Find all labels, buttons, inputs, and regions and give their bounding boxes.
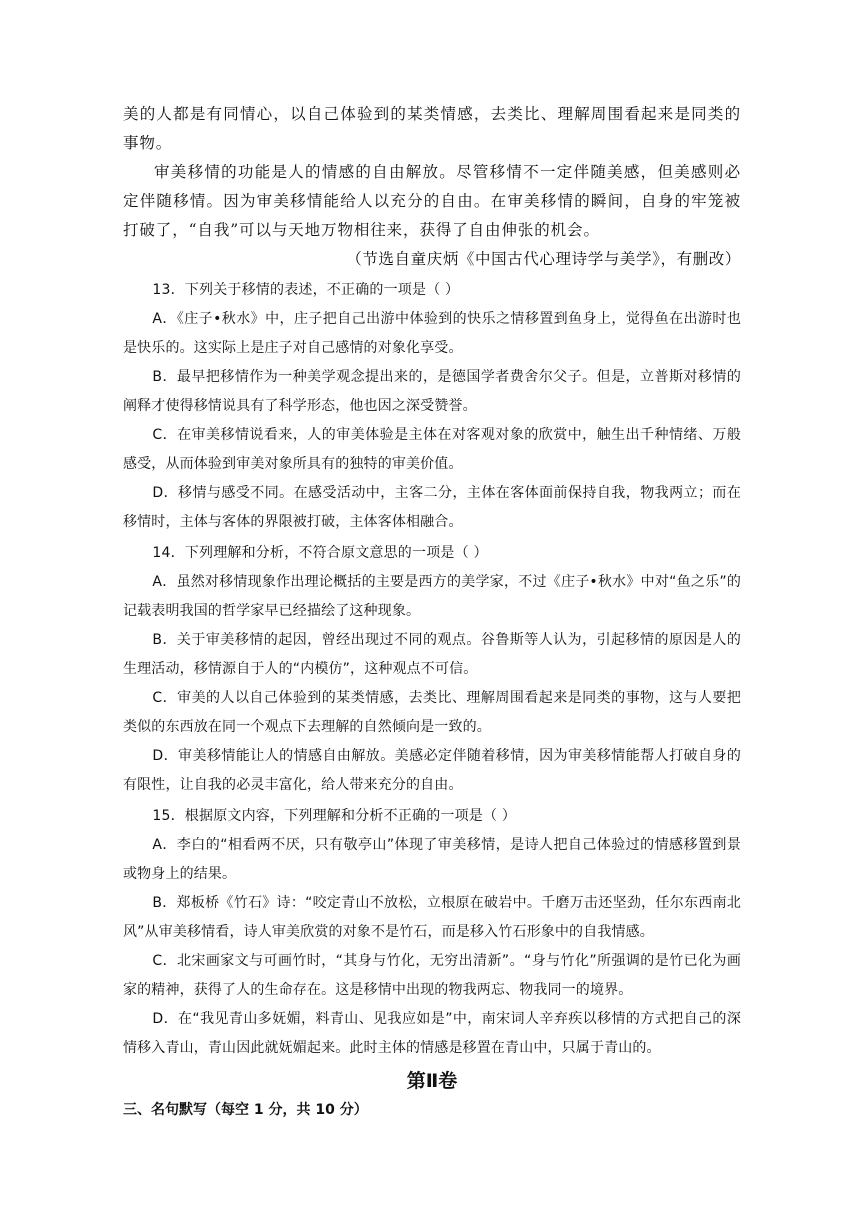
- option-b: B．最早把移情作为一种美学观念提出来的，是德国学者费舍尔父子。但是，立普斯对移情的阐释才使得移情说具有了科学形态，他也因之深受赞誉。: [123, 369, 741, 414]
- option-d: D．在“我见青山多妩媚，料青山、见我应如是”中，南宋词人辛弃疾以移情的方式把自己的深情移入青山，青山因此就妩媚起来。此时主体的情感是移置在青山中，只属于青山的。: [123, 1011, 741, 1056]
- option-c: C．北宋画家文与可画竹时，“其身与竹化，无穷出清新”。“身与竹化”所强调的是竹已化为画家的精神，获得了人的生命存在。这是移情中出现的物我两忘、物我同一的境界。: [123, 953, 741, 998]
- option-c: C．在审美移情说看来，人的审美体验是主体在对客观对象的欣赏中，触生出千种情绪、万般感受，从而体验到审美对象所具有的独特的审美价值。: [123, 427, 741, 472]
- exam-page: [123, 100, 741, 1123]
- option-c: C．审美的人以自己体验到的某类情感，去类比、理解周围看起来是同类的事物，这与人要把类似的东西放在同一个观点下去理解的自然倾向是一致的。: [123, 690, 741, 735]
- question-stem: 15．根据原文内容，下列理解和分析不正确的一项是（ ）: [152, 808, 517, 824]
- passage-continuation: 美的人都是有同情心，以自己体验到的某类情感，去类比、理解周围看起来是同类的事物。: [123, 105, 741, 152]
- option-a: A．《庄子•秋水》中，庄子把自己出游中体验到的快乐之情移置到鱼身上，觉得鱼在出游时也是快乐的。这实际上是庄子对自己感情的对象化享受。: [123, 311, 741, 356]
- question-stem: 13．下列关于移情的表述，不正确的一项是（ ）: [152, 282, 460, 298]
- option-d: D．移情与感受不同。在感受活动中，主客二分，主体在客体面前保持自我，物我两立；而在移情时，主体与客体的界限被打破，主体客体相融合。: [123, 485, 741, 530]
- section-heading: 三、名句默写（每空 1 分，共 10 分）: [123, 1102, 368, 1118]
- passage-paragraph: 审美移情的功能是人的情感的自由解放。尽管移情不一定伴随美感，但美感则必定伴随移情。因为审美移情能给人以充分的自由。在审美移情的瞬间，自身的牢笼被打破了，“自我”可以与天地万物相往来，获得了自由伸张的机会。: [123, 163, 741, 239]
- question-stem: 14．下列理解和分析，不符合原文意思的一项是（ ）: [152, 545, 488, 561]
- option-d: D．审美移情能让人的情感自由解放。美感必定伴随着移情，因为审美移情能帮人打破自身的有限性，让自我的必灵丰富化，给人带来充分的自由。: [123, 748, 741, 793]
- option-a: A．李白的“相看两不厌，只有敬亭山”体现了审美移情，是诗人把自己体验过的情感移置到景或物身上的结果。: [123, 837, 741, 882]
- question-14: [123, 539, 741, 800]
- option-b: B．郑板桥《竹石》诗：“咬定青山不放松，立根原在破岩中。千磨万击还坚劲，任尔东西南北风”从审美移情看，诗人审美欣赏的对象不是竹石，而是移入竹石形象中的自我情感。: [123, 895, 741, 940]
- question-13: [123, 276, 741, 537]
- option-a: A．虽然对移情现象作出理论概括的主要是西方的美学家，不过《庄子•秋水》中对“鱼之乐”的记载表明我国的哲学家早已经描绘了这种现象。: [123, 574, 741, 619]
- passage-source: （节选自童庆炳《中国古代心理诗学与美学》，有删改）: [346, 250, 741, 268]
- part-two-title: 第Ⅱ卷: [406, 1070, 458, 1092]
- option-b: B．关于审美移情的起因，曾经出现过不同的观点。谷鲁斯等人认为，引起移情的原因是人的生理活动，移情源自于人的“内模仿”，这种观点不可信。: [123, 632, 741, 677]
- question-15: [123, 802, 741, 1063]
